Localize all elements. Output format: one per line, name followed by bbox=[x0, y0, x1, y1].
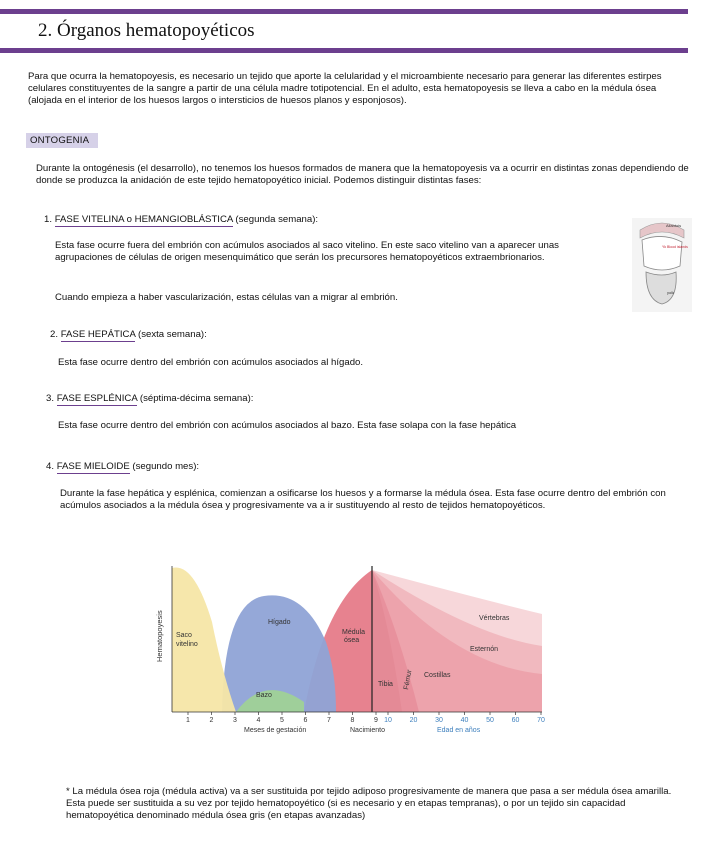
header-top-bar bbox=[0, 9, 688, 14]
year-tick-label: 10 bbox=[384, 717, 392, 724]
phase-1-when: (segunda semana): bbox=[232, 214, 319, 225]
header-bottom-bar bbox=[0, 48, 688, 53]
xlabel-years: Edad en años bbox=[437, 727, 481, 734]
embryo-label-blood-islands: Yk Blood islands bbox=[662, 245, 688, 249]
phase-3-text: Esta fase ocurre dentro del embrión con acúmulos asociados al bazo. Esta fase solapa con la fase hepática bbox=[58, 420, 517, 431]
month-tick-label: 7 bbox=[327, 717, 331, 724]
phase-4-heading bbox=[46, 461, 199, 473]
phase-2-when: (sexta semana): bbox=[135, 329, 207, 340]
footnote: * La médula ósea roja (médula activa) va a ser sustituida por tejido adiposo progresivamente de manera que pasa a ser médula ósea amarilla. Esta puede ser sustituida a su vez por tejido hematopoyético (si es necesario y en etapas tempranas), o por un tejido sin capacidad hematopoyética denominado médula ósea gris (en etapas avanzadas) bbox=[66, 786, 672, 821]
phase-2-name: FASE HEPÁTICA bbox=[60, 329, 136, 340]
section-tag-ontogenia: ONTOGENIA bbox=[26, 133, 98, 148]
year-tick-label: 20 bbox=[409, 717, 418, 724]
label-vertebras: Vértebras bbox=[479, 615, 510, 622]
phase-1-text-2: Cuando empieza a haber vascularización, estas células van a migrar al embrión. bbox=[55, 292, 398, 303]
xlabel-birth: Nacimiento bbox=[350, 727, 386, 734]
phase-2-heading bbox=[50, 329, 207, 341]
label-saco-line-2: vitelino bbox=[176, 641, 198, 648]
label-tibia: Tibia bbox=[378, 681, 393, 688]
year-tick-label: 70 bbox=[537, 717, 545, 724]
month-tick-label: 1 bbox=[186, 717, 190, 724]
embryo-label-allantois: Allantois bbox=[666, 223, 682, 228]
phase-3-when: (séptima-décima semana): bbox=[137, 393, 254, 404]
label-higado: Hígado bbox=[268, 619, 291, 626]
phase-1-number: 1. bbox=[44, 214, 53, 225]
month-tick-label: 6 bbox=[303, 717, 308, 724]
embryo-blood-islands-shape bbox=[642, 236, 682, 270]
phase-4-when: (segundo mes): bbox=[129, 461, 200, 472]
phase-4-text: Durante la fase hepática y esplénica, comienzan a osificarse los huesos y a formarse la médula ósea. Esta fase ocurre dentro del embrión con acúmulos asociados a la médula ósea y progresivamente va a ir sustituyendo al resto de tejidos hematopoyéticos. bbox=[60, 488, 666, 511]
year-tick-label: 40 bbox=[460, 717, 469, 724]
year-tick-label: 30 bbox=[435, 717, 443, 724]
month-tick-label: 3 bbox=[233, 717, 237, 724]
label-saco-line-1: Saco bbox=[176, 632, 192, 639]
month-tick-label: 5 bbox=[280, 717, 284, 724]
phase-2-number: 2. bbox=[50, 329, 59, 340]
month-tick-label: 4 bbox=[256, 717, 261, 724]
phase-4-number: 4. bbox=[46, 461, 55, 472]
label-medula-line-2: ósea bbox=[344, 637, 360, 644]
area-saco-vitelino bbox=[172, 567, 236, 712]
label-femur: Fémur bbox=[403, 669, 414, 691]
phase-3-number: 3. bbox=[46, 393, 55, 404]
year-tick-label: 50 bbox=[486, 717, 494, 724]
ontogenia-paragraph: Durante la ontogénesis (el desarrollo), no tenemos los huesos formados de manera que la hematopoyesis va a ocurrir en distintas zonas dependiendo de donde se produzca la anidación de este tejido hematopoyético inicial. Podemos distinguir distintas fases: bbox=[36, 163, 689, 186]
page-heading: 2. Órganos hematopoyéticos bbox=[38, 20, 255, 41]
intro-paragraph: Para que ocurra la hematopoyesis, es necesario un tejido que aporte la celularidad y el microambiente necesario para generar las diferentes estirpes celulares constituyentes de la sangre a partir de una célula madre totipotencial. En el adulto, esta hematopoyesis se lleva a cabo en la médula ósea (alojada en el interior de los huesos largos o intersticios de huesos planos y esponjosos). bbox=[28, 71, 662, 106]
phase-2-text: Esta fase ocurre dentro del embrión con acúmulos asociados al hígado. bbox=[58, 357, 364, 368]
phase-3-name: FASE ESPLÉNICA bbox=[56, 393, 138, 404]
embryo-label-yolk: yolk bbox=[667, 290, 675, 295]
label-medula-line-1: Médula bbox=[342, 629, 365, 636]
month-tick-label: 2 bbox=[209, 717, 214, 724]
phase-1-text: Esta fase ocurre fuera del embrión con acúmulos asociados al saco vitelino. En este saco vitelino van a aparecer unas agrupaciones de células de origen mesenquimático que serán los precursores hematopoyéticos extraembrionarios. bbox=[55, 240, 559, 263]
hematopoiesis-chart bbox=[154, 562, 544, 742]
chart-ylabel: Hematopoyesis bbox=[155, 610, 164, 662]
phase-1-name: FASE VITELINA o HEMANGIOBLÁSTICA bbox=[54, 214, 233, 225]
label-esternon: Esternón bbox=[470, 646, 499, 653]
label-bazo: Bazo bbox=[256, 692, 272, 699]
phase-3-heading bbox=[46, 393, 253, 405]
label-costillas: Costillas bbox=[424, 672, 451, 679]
embryo-figure bbox=[632, 218, 692, 312]
year-tick-label: 60 bbox=[511, 717, 520, 724]
xlabel-months: Meses de gestación bbox=[244, 727, 307, 734]
month-tick-label: 9 bbox=[374, 717, 378, 724]
tick-layer bbox=[186, 712, 545, 724]
phase-4-name: FASE MIELOIDE bbox=[56, 461, 130, 472]
phase-1-heading bbox=[44, 214, 318, 226]
month-tick-label: 8 bbox=[350, 717, 355, 724]
